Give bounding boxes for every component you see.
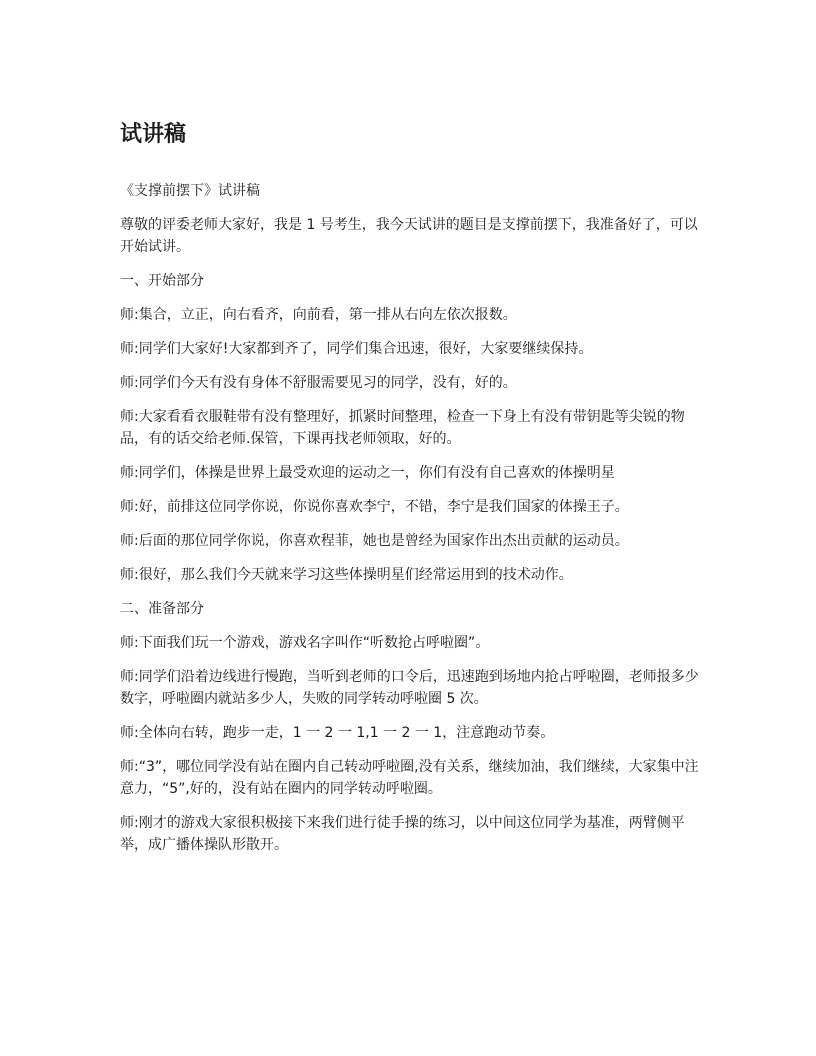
- paragraph: 师:下面我们玩一个游戏，游戏名字叫作“听数抢占呼啦圈”。: [120, 635, 490, 651]
- paragraph: 师:刚才的游戏大家很积极接下来我们进行徒手操的练习，以中间这位同学为基准，两臂侧平举，成广播体操队形散开。: [120, 815, 685, 853]
- page-title: 试讲稿: [120, 122, 187, 147]
- paragraph: 师:“3”，哪位同学没有站在圈内自己转动呼啦圈,没有关系，继续加油，我们继续，大家集中注意力，“5”,好的，没有站在圈内的同学转动呼啦圈。: [120, 759, 699, 797]
- section-heading-prep: 二、准备部分: [120, 601, 204, 617]
- paragraph: 师:很好，那么我们今天就来学习这些体操明星们经常运用到的技术动作。: [120, 567, 573, 583]
- paragraph: 师:同学们今天有没有身体不舒服需要见习的同学，没有，好的。: [120, 375, 517, 391]
- paragraph: 师:同学们沿着边线进行慢跑，当听到老师的口令后，迅速跑到场地内抢占呼啦圈，老师报多少数字，呼啦圈内就站多少人，失败的同学转动呼啦圈 5 次。: [120, 669, 699, 707]
- paragraph: 师:全体向右转，跑步一走，1 一 2 一 1,1 一 2 一 1，注意跑动节奏。: [120, 725, 555, 741]
- section-heading-start: 一、开始部分: [120, 273, 204, 289]
- paragraph: 师:同学们大家好!大家都到齐了，同学们集合迅速，很好，大家要继续保持。: [120, 341, 593, 357]
- paragraph: 师:同学们，体操是世界上最受欢迎的运动之一，你们有没有自己喜欢的体操明星: [120, 465, 615, 481]
- paragraph: 师:大家看看衣服鞋带有没有整理好，抓紧时间整理，检查一下身上有没有带钥匙等尖锐的物品，有的话交给老师.保管，下课再找老师领取，好的。: [120, 409, 685, 447]
- paragraph: 师:后面的那位同学你说，你喜欢程菲，她也是曾经为国家作出杰出贡献的运动员。: [120, 533, 629, 549]
- paragraph-subtitle: 《支撑前摆下》试讲稿: [120, 183, 260, 199]
- paragraph: 师:好，前排这位同学你说，你说你喜欢李宁，不错，李宁是我们国家的体操王子。: [120, 499, 629, 515]
- document-page: [120, 118, 700, 868]
- paragraph: 师:集合，立正，向右看齐，向前看，第一排从右向左依次报数。: [120, 307, 517, 323]
- paragraph-intro: 尊敬的评委老师大家好，我是 1 号考生，我今天试讲的题目是支撑前摆下，我准备好了，可以开始试讲。: [120, 217, 698, 255]
